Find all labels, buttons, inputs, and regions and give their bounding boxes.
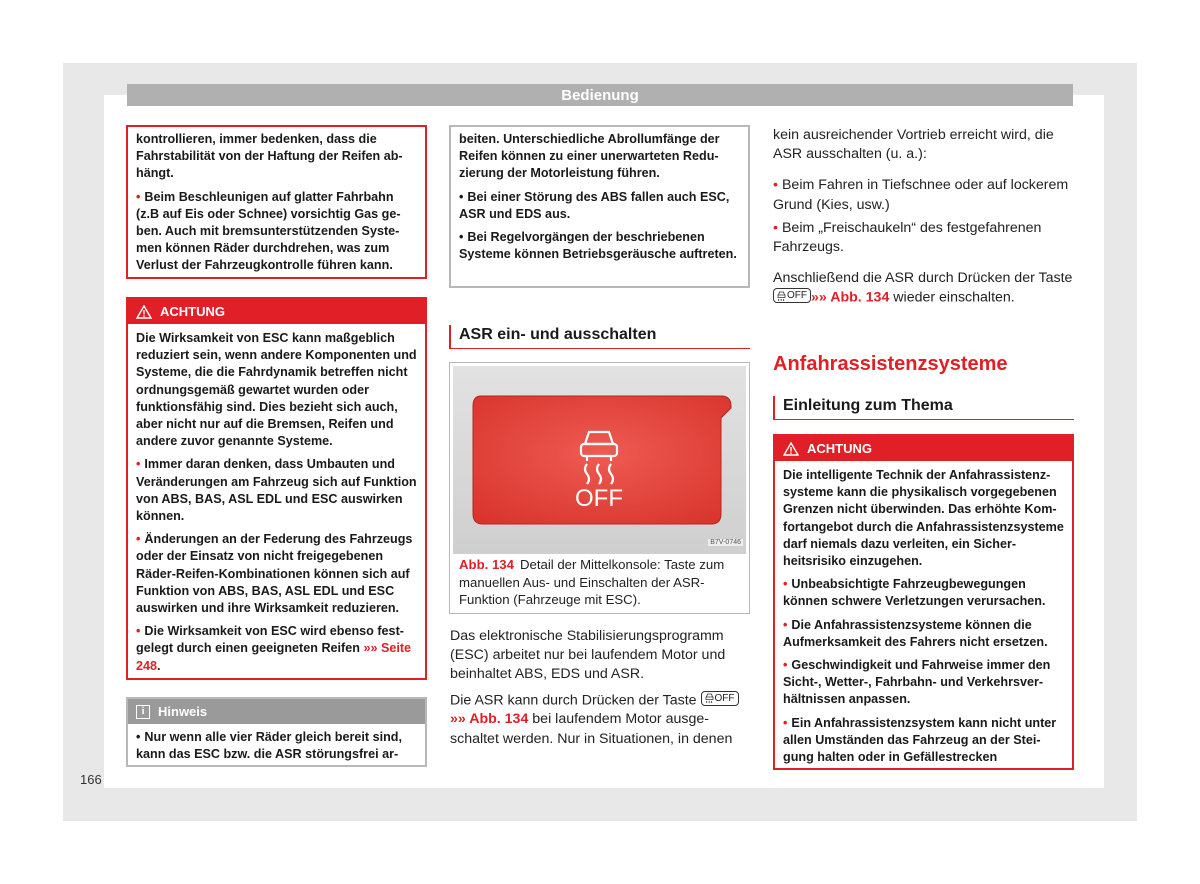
section-title: ASR ein- und ausschalten: [449, 325, 750, 349]
column2-body: [450, 627, 750, 755]
hinweis-continuation-box: [449, 125, 750, 288]
hinweis-text: beiten. Unterschiedliche Abrollumfänge der Reifen können zu einer unerwarteten Reduzierung der Motorleistung führen.: [459, 132, 720, 181]
chapter-title: Anfahrassistenzsysteme: [773, 353, 1008, 375]
asr-off-key: OFF: [773, 288, 811, 303]
figure-caption: Abb. 134 Detail der Mittelkonsole: Taste zum manuellen Aus- und Einschalten der ASR-Funktion (Fahrzeuge mit ESC).: [459, 557, 725, 608]
paragraph: Anschließend die ASR durch Drücken der Taste OFF »» Abb. 134 wieder einschalten.: [773, 270, 1073, 306]
page-reference-link[interactable]: »» Seite 248: [136, 641, 412, 673]
warning-bullet: • Beim Beschleunigen auf glatter Fahrbahn (z.B auf Eis oder Schnee) vorsichtig Gas geben. Auch mit bremsunterstützenden Systemen können Räder durchdrehen, was zum Verlust der Fahrzeugkontrolle führen kann.: [136, 189, 401, 273]
bullet-icon: •: [136, 189, 141, 204]
hinweis-box: [126, 697, 427, 767]
button-off-label: OFF: [575, 485, 623, 512]
achtung-title: ACHTUNG: [160, 304, 225, 319]
info-icon: i: [136, 705, 150, 719]
achtung-bullet: • Ein Anfahrassistenzsystem kann nicht unter allen Umständen das Fahrzeug an der Steigung halten oder in Gefällestrecken: [783, 715, 1057, 765]
figure-reference-link[interactable]: »» Abb. 134: [450, 711, 529, 728]
achtung-bullet: • Änderungen an der Federung des Fahrzeugs oder der Einsatz von nicht freigegebenen Räder-Reifen-Kombinationen können sich auf Funktion von ABS, BAS, ASL EDL und ESC auswirken und ihre Wirksamkeit reduzieren.: [136, 532, 413, 616]
column3-body: [773, 126, 1073, 314]
achtung-header: [775, 436, 1072, 461]
achtung-bullet: • Die Anfahrassistenzsysteme können die Aufmerksamkeit des Fahrers nicht ersetzen.: [783, 617, 1048, 649]
hinweis-bullet: • Nur wenn alle vier Räder gleich bereit sind, kann das ESC bzw. die ASR störungsfrei ar-: [136, 730, 402, 762]
achtung-bullet: • Immer daran denken, dass Umbauten und Veränderungen am Fahrzeug sich auf Funktion von ABS, BAS, ASL EDL und ESC auswirken können.: [136, 457, 417, 524]
page-header: Bedienung: [127, 84, 1073, 106]
paragraph: Das elektronische Stabilisierungsprogramm (ESC) arbeitet nur bei laufendem Motor und beinhaltet ABS, EDS und ASR.: [450, 628, 726, 683]
section-title: Einleitung zum Thema: [773, 396, 1074, 420]
asr-off-key: OFF: [701, 691, 739, 706]
paragraph: kein ausreichender Vortrieb erreicht wird, die ASR ausschalten (u. a.):: [773, 127, 1054, 163]
hinweis-title: Hinweis: [158, 704, 208, 719]
achtung-box: [773, 434, 1074, 770]
figure-code: B7V-0746: [710, 539, 741, 546]
achtung-header: [128, 299, 425, 324]
warning-continuation-box: [126, 125, 427, 279]
asr-key-icon: [705, 693, 714, 703]
figure-reference-link[interactable]: »» Abb. 134: [811, 289, 890, 306]
asr-key-icon: [777, 291, 786, 301]
hinweis-bullet: • Bei einer Störung des ABS fallen auch ESC, ASR und EDS aus.: [459, 189, 730, 221]
asr-off-button-image: [453, 366, 746, 554]
hinweis-header: [128, 699, 425, 724]
figure-label: Abb. 134: [459, 557, 514, 572]
console-image: [453, 366, 746, 554]
list-item: • Beim „Freischaukeln“ des festgefahrenen Fahrzeugs.: [773, 219, 1042, 256]
list-item: • Beim Fahren in Tiefschnee oder auf lockerem Grund (Kies, usw.): [773, 177, 1069, 213]
paragraph: Die ASR kann durch Drücken der Taste OFF »» Abb. 134 bei laufendem Motor ausgeschaltet werden. Nur in Situationen, in denen: [450, 691, 750, 749]
hinweis-bullet: • Bei Regelvorgängen der beschriebenen Systeme können Betriebsgeräusche auftreten.: [459, 230, 737, 262]
figure-134: [449, 362, 750, 614]
achtung-text: Die intelligente Technik der Anfahrassistenzsysteme kann die physikalisch vorgegebenen Grenzen nicht überwinden. Das erhöhte Komfortangebot durch die Anfahrassistenzsysteme darf niemals dazu verleiten, ein Sicherheitsrisiko einzugehen.: [783, 468, 1064, 569]
achtung-bullet: • Geschwindigkeit und Fahrweise immer den Sicht-, Wetter-, Fahrbahn- und Verkehrsverhältnissen anpassen.: [783, 658, 1051, 707]
warning-triangle-icon: [136, 305, 152, 319]
achtung-bullet: • Die Wirksamkeit von ESC wird ebenso festgelegt durch einen geeigneten Reifen »» Seite 248.: [136, 624, 412, 673]
achtung-box: [126, 297, 427, 680]
achtung-bullet: • Unbeabsichtigte Fahrzeugbewegungen können schwere Verletzungen verursachen.: [783, 577, 1046, 609]
page-number: 166: [80, 772, 102, 787]
warning-triangle-icon: [783, 442, 799, 456]
achtung-title: ACHTUNG: [807, 441, 872, 456]
achtung-text: Die Wirksamkeit von ESC kann maßgeblich reduziert sein, wenn andere Komponenten und Systeme, die die Fahrdynamik betreffen nicht ordnungsgemäß gewartet wurden oder funktionsfähig sind. Dies bezieht sich auch, aber nicht nur auf die Bremsen, Reifen und andere zuvor genannte Systeme.: [136, 331, 417, 449]
warning-text: kontrollieren, immer bedenken, dass die Fahrstabilität von der Haftung der Reifen abhängt.: [136, 132, 403, 181]
